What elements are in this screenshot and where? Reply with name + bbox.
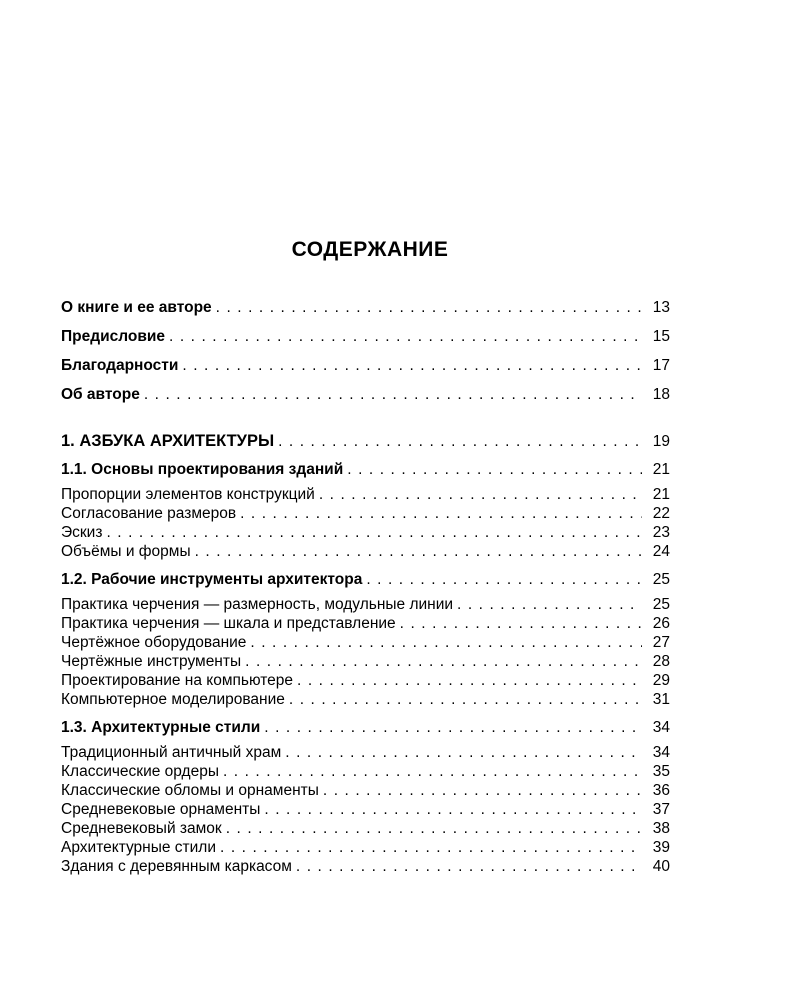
- toc-entry-title: Практика черчения — шкала и представление: [61, 615, 396, 632]
- toc-entry-title: Проектирование на компьютере: [61, 672, 294, 689]
- toc-entry-title: Об авторе: [61, 386, 140, 403]
- toc-entry: [61, 634, 670, 652]
- dot-leader: [347, 461, 642, 479]
- toc-entry-page: 34: [652, 719, 670, 736]
- toc-entry-title: Благодарности: [61, 357, 179, 374]
- toc-entry: [61, 524, 670, 542]
- dot-leader: [245, 653, 642, 671]
- page-title: СОДЕРЖАНИЕ: [291, 238, 449, 261]
- toc-entry-title: Объёмы и формы: [61, 543, 191, 560]
- toc-entry: [61, 801, 670, 819]
- toc-entry-title: 1. АЗБУКА АРХИТЕКТУРЫ: [61, 432, 275, 450]
- toc-entry-page: 17: [652, 357, 670, 374]
- dot-leader: [223, 763, 642, 781]
- toc-entry: [61, 328, 670, 346]
- toc-entry-title: 1.1. Основы проектирования зданий: [61, 461, 344, 478]
- toc-entry-page: 21: [652, 461, 670, 478]
- toc-entry-title: Чертёжное оборудование: [61, 634, 247, 651]
- toc-entry-page: 13: [652, 299, 670, 316]
- toc-entry: [61, 615, 670, 633]
- toc-entry: [61, 543, 670, 561]
- toc-entry-title: Эскиз: [61, 524, 103, 541]
- toc-entry-title: 1.2. Рабочие инструменты архитектора: [61, 571, 363, 588]
- toc-entry: [61, 596, 670, 614]
- toc-entry-page: 19: [652, 433, 670, 450]
- dot-leader: [323, 782, 642, 800]
- toc-entry: [61, 858, 670, 876]
- dot-leader: [169, 328, 642, 346]
- toc-entry-title: Пропорции элементов конструкций: [61, 486, 315, 503]
- toc-entry-page: 26: [652, 615, 670, 632]
- toc-entry-title: Классические ордеры: [61, 763, 219, 780]
- dot-leader: [296, 858, 642, 876]
- toc-entry: [61, 653, 670, 671]
- dot-leader: [220, 839, 642, 857]
- toc-entry-page: 25: [652, 596, 670, 613]
- toc-entry-title: Традиционный античный храм: [61, 744, 282, 761]
- toc-entry: [61, 357, 670, 375]
- toc-entry: [61, 839, 670, 857]
- toc-entry-title: Предисловие: [61, 328, 166, 345]
- toc-entry: [61, 461, 670, 479]
- toc-entry-title: О книге и ее авторе: [61, 299, 212, 316]
- toc-entry: [61, 386, 670, 404]
- dot-leader: [250, 634, 642, 652]
- toc-entry: [61, 691, 670, 709]
- toc-entry-title: Чертёжные инструменты: [61, 653, 242, 670]
- toc-entry-page: 21: [652, 486, 670, 503]
- dot-leader: [195, 543, 642, 561]
- toc-entry-page: 36: [652, 782, 670, 799]
- dot-leader: [216, 299, 642, 317]
- dot-leader: [226, 820, 642, 838]
- dot-leader: [319, 486, 642, 504]
- dot-leader: [289, 691, 642, 709]
- toc-entry: [61, 719, 670, 737]
- toc-entry-page: 23: [652, 524, 670, 541]
- toc-entry-title: Практика черчения — размерность, модульные линии: [61, 596, 454, 613]
- dot-leader: [297, 672, 642, 690]
- toc-entry: [61, 299, 670, 317]
- toc-entry-page: 29: [652, 672, 670, 689]
- toc-entry-title: Компьютерное моделирование: [61, 691, 285, 708]
- toc-entry: [61, 782, 670, 800]
- toc-entry-title: Средневековый замок: [61, 820, 222, 837]
- toc-entry: [61, 505, 670, 523]
- dot-leader: [278, 433, 642, 451]
- toc-entry: [61, 763, 670, 781]
- dot-leader: [106, 524, 642, 542]
- toc-entry-title: Согласование размеров: [61, 505, 237, 522]
- dot-leader: [182, 357, 642, 375]
- toc-entry-page: 31: [652, 691, 670, 708]
- toc-entry: [61, 432, 670, 451]
- toc-entry-page: 24: [652, 543, 670, 560]
- toc-entry-title: Классические обломы и орнаменты: [61, 782, 319, 799]
- dot-leader: [264, 801, 642, 819]
- dot-leader: [457, 596, 642, 614]
- dot-leader: [366, 571, 642, 589]
- toc-entry-page: 18: [652, 386, 670, 403]
- dot-leader: [400, 615, 642, 633]
- toc-entry-page: 34: [652, 744, 670, 761]
- toc-entry: [61, 486, 670, 504]
- toc-entry-title: Здания с деревянным каркасом: [61, 858, 292, 875]
- toc-entry-page: 28: [652, 653, 670, 670]
- toc-entry-page: 35: [652, 763, 670, 780]
- toc-entry-page: 37: [652, 801, 670, 818]
- toc-entry: [61, 571, 670, 589]
- toc-entry: [61, 820, 670, 838]
- toc-entry-page: 22: [652, 505, 670, 522]
- toc-entry-page: 40: [652, 858, 670, 875]
- toc-entry-title: 1.3. Архитектурные стили: [61, 719, 261, 736]
- dot-leader: [285, 744, 642, 762]
- toc-entry-title: Архитектурные стили: [61, 839, 216, 856]
- toc-entry-page: 27: [652, 634, 670, 651]
- toc-entry-page: 39: [652, 839, 670, 856]
- toc-entry: [61, 744, 670, 762]
- toc-entry: [61, 672, 670, 690]
- toc-entry-page: 38: [652, 820, 670, 837]
- dot-leader: [144, 386, 642, 404]
- toc-entry-page: 25: [652, 571, 670, 588]
- dot-leader: [264, 719, 642, 737]
- dot-leader: [240, 505, 642, 523]
- toc-entry-page: 15: [652, 328, 670, 345]
- toc-entry-title: Средневековые орнаменты: [61, 801, 261, 818]
